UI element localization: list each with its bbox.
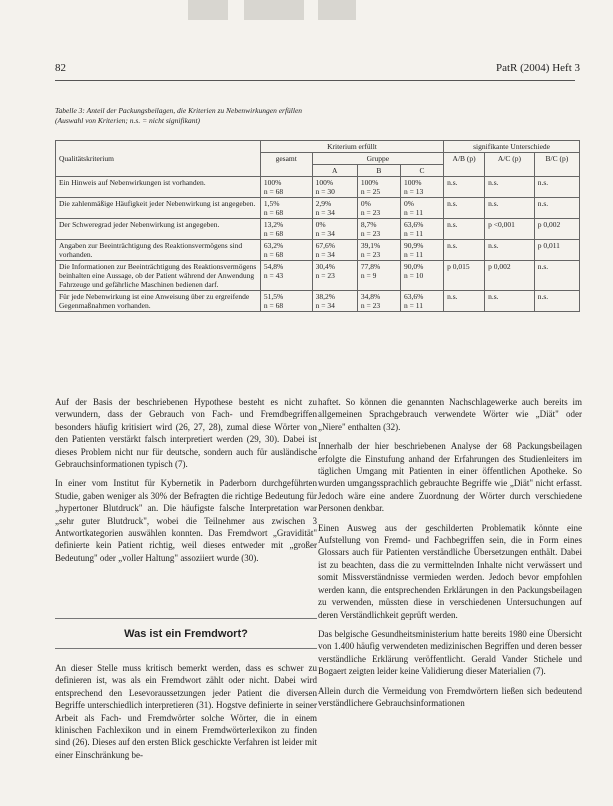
col-group: Gruppe	[312, 153, 444, 165]
scan-mark	[318, 0, 356, 20]
col-criterion: Qualitätskriterium	[56, 141, 261, 177]
table-row	[56, 198, 580, 219]
paragraph: Das belgische Gesundheitsministerium hatte bereits 1980 eine Übersicht von 1.400 häufig verwendeten medizinischen Begriffen und deren besser verständliche Erklärung veröffentlicht. Gerald Vander Stichele und Bogaert zeigten leider keine Validierung dieser Materialien (7).	[318, 628, 582, 677]
col-sig-bc: B/C (p)	[534, 153, 579, 177]
value-cell: 0% n = 11	[401, 198, 444, 219]
paragraph: Auf der Basis der beschriebenen Hypothese besteht es nicht zu verwundern, dass der Gebrauch von Fach- und Fremdbegriffen besonders häufig kritisiert wird (26, 27, 28), zumal diese Wörter von den Patienten verstärkt falsch interpretiert werden (29, 30). Dabei ist dieses Problem nicht nur für deutsche, sondern auch für ausländische Gebrauchsinformationen typisch (7).	[55, 397, 317, 470]
col-group-b: B	[357, 165, 400, 177]
value-cell: 0% n = 34	[312, 219, 357, 240]
col-sig-ac: A/C (p)	[485, 153, 535, 177]
value-cell: 1,5% n = 68	[260, 198, 312, 219]
table-row	[56, 261, 580, 291]
sig-cell: p <0,001	[485, 219, 535, 240]
value-cell: 63,2% n = 68	[260, 240, 312, 261]
value-cell: 90,0% n = 10	[401, 261, 444, 291]
sig-cell: n.s.	[485, 177, 535, 198]
right-column	[318, 396, 582, 716]
table-row	[56, 240, 580, 261]
table-row	[56, 219, 580, 240]
scan-mark	[188, 0, 228, 20]
left-column-continued	[55, 662, 317, 768]
value-cell: 51,5% n = 68	[260, 291, 312, 312]
table-row	[56, 177, 580, 198]
sig-cell: n.s.	[485, 291, 535, 312]
sig-cell: n.s.	[534, 261, 579, 291]
table-header-row	[56, 141, 580, 153]
section-rule	[55, 618, 317, 619]
criterion-cell: Angaben zur Beeinträchtigung des Reaktionsvermögens sind vorhanden.	[56, 240, 261, 261]
criterion-cell: Für jede Nebenwirkung ist eine Anweisung über zu ergreifende Gegenmaßnahmen vorhanden.	[56, 291, 261, 312]
col-significance: signifikante Unterschiede	[444, 141, 580, 153]
sig-cell: n.s.	[444, 219, 485, 240]
value-cell: 13,2% n = 68	[260, 219, 312, 240]
scan-mark	[244, 0, 304, 20]
value-cell: 30,4% n = 23	[312, 261, 357, 291]
col-criteria-met: Kriterium erfüllt	[260, 141, 443, 153]
value-cell: 67,6% n = 34	[312, 240, 357, 261]
value-cell: 8,7% n = 23	[357, 219, 400, 240]
left-column	[55, 396, 317, 571]
sig-cell: p 0,002	[534, 219, 579, 240]
sig-cell: n.s.	[444, 198, 485, 219]
sig-cell: n.s.	[444, 177, 485, 198]
value-cell: 63,6% n = 11	[401, 291, 444, 312]
sig-cell: n.s.	[534, 198, 579, 219]
value-cell: 38,2% n = 34	[312, 291, 357, 312]
results-table	[55, 140, 580, 312]
criterion-cell: Die Informationen zur Beeinträchtigung des Reaktionsvermögens beinhalten eine Aussage, ob der Patient während der Anwendung Fahrzeuge und gefährliche Maschinen bedienen darf.	[56, 261, 261, 291]
col-group-a: A	[312, 165, 357, 177]
paragraph: Allein durch die Vermeidung von Fremdwörtern ließen sich bedeutend verständlichere Gebrauchsinformationen	[318, 685, 582, 708]
sig-cell: n.s.	[534, 291, 579, 312]
table-caption	[55, 106, 585, 126]
paragraph: Einen Ausweg aus der geschilderten Problematik könnte eine Aufstellung von Fremd- und Fachbegriffen sein, die in Form eines Glossars auch für Patienten verständliche Übersetzungen enthält. Dabei ist zu beachten, dass die zu vermittelnden Inhalte nicht verwässert und somit Missverständnisse vermieden werden. Jedoch bevor empfohlen werden kann, die entsprechenden Erklärungen in den Packungsbeilagen zu verwenden, müssten diese in verschiedenen Untersuchungen auf deren Verständlichkeit geprüft werden.	[318, 522, 582, 620]
sig-cell: p 0,002	[485, 261, 535, 291]
table-row	[56, 291, 580, 312]
value-cell: 100% n = 13	[401, 177, 444, 198]
value-cell: 39,1% n = 23	[357, 240, 400, 261]
section-heading	[55, 618, 317, 658]
value-cell: 100% n = 25	[357, 177, 400, 198]
col-group-c: C	[401, 165, 444, 177]
paragraph: An dieser Stelle muss kritisch bemerkt werden, dass es schwer zu definieren ist, was als ein Fremdwort zählt oder nicht. Dabei wird entsprechend den Lesevoraussetzungen jeder Patient die diversen Begriffe unterschiedlich interpretieren (31). Hogstve definierte in seiner Arbeit als Fach- und Fremdwörter solche Wörter, die in einem klinischen Fachlexikon und in einem Fremdwörterlexikon zu finden sind (26). Dieses auf den ersten Blick geschickte Verfahren ist leider mit einer Einschränkung be-	[55, 663, 317, 760]
value-cell: 100% n = 68	[260, 177, 312, 198]
sig-cell: n.s.	[444, 291, 485, 312]
sig-cell: n.s.	[485, 240, 535, 261]
paragraph: In einer vom Institut für Kybernetik in Paderborn durchgeführten Studie, gaben weniger als 30% der Befragten die richtige Bedeutung für „hypertoner Blutdruck" an. Die häufigste falsche Interpretation war „sehr guter Blutdruck", wobei die Teilnehmer aus zwischen 3 Antwortkategorien auswählen konnten. Das Fremdwort „Gravidität" definierte kein Patient richtig, weil dieses entweder mit „großer Bedeutung" oder „voller Haltung" assoziiert wurde (30).	[55, 478, 317, 563]
col-sig-ab: A/B (p)	[444, 153, 485, 177]
criterion-cell: Die zahlenmäßige Häufigkeit jeder Nebenwirkung ist angegeben.	[56, 198, 261, 219]
sig-cell: n.s.	[444, 240, 485, 261]
criterion-cell: Der Schweregrad jeder Nebenwirkung ist angegeben.	[56, 219, 261, 240]
value-cell: 0% n = 23	[357, 198, 400, 219]
criterion-cell: Ein Hinweis auf Nebenwirkungen ist vorhanden.	[56, 177, 261, 198]
page-number: 82	[55, 62, 66, 74]
sig-cell: p 0,011	[534, 240, 579, 261]
header-rule	[55, 80, 575, 81]
value-cell: 90,9% n = 11	[401, 240, 444, 261]
sig-cell: n.s.	[485, 198, 535, 219]
paragraph: Innerhalb der hier beschriebenen Analyse der 68 Packungsbeilagen erfolgte die Einstufung anhand der Erfahrungen des Studienleiters im täglichen Umgang mit Patienten in einer öffentlichen Apotheke. So wurden umgangssprachlich gebrauchte Begriffe wie „Diät" nicht erfasst. Jedoch wäre eine andere Zuordnung der Wörter durch verschiedene Personen denkbar.	[318, 441, 582, 514]
section-title: Was ist ein Fremdwort?	[124, 628, 248, 640]
paragraph: haftet. So können die genannten Nachschlagewerke auch bereits im allgemeinen Sprachgebrauch verwendete Wörter wie „Diät" oder „Niere" enthalten (32).	[318, 397, 582, 432]
sig-cell: p 0,015	[444, 261, 485, 291]
journal-header: PatR (2004) Heft 3	[495, 62, 580, 74]
value-cell: 34,8% n = 23	[357, 291, 400, 312]
sig-cell: n.s.	[534, 177, 579, 198]
table-caption-note: (Auswahl von Kriterien; n.s. = nicht signifikant)	[55, 116, 201, 125]
value-cell: 2,9% n = 34	[312, 198, 357, 219]
value-cell: 77,8% n = 9	[357, 261, 400, 291]
col-total: gesamt	[260, 153, 312, 177]
value-cell: 54,8% n = 43	[260, 261, 312, 291]
section-rule	[55, 648, 317, 649]
table-caption-title: Tabelle 3: Anteil der Packungsbeilagen, die Kriterien zu Nebenwirkungen erfüllen	[55, 106, 303, 115]
value-cell: 63,6% n = 11	[401, 219, 444, 240]
value-cell: 100% n = 30	[312, 177, 357, 198]
